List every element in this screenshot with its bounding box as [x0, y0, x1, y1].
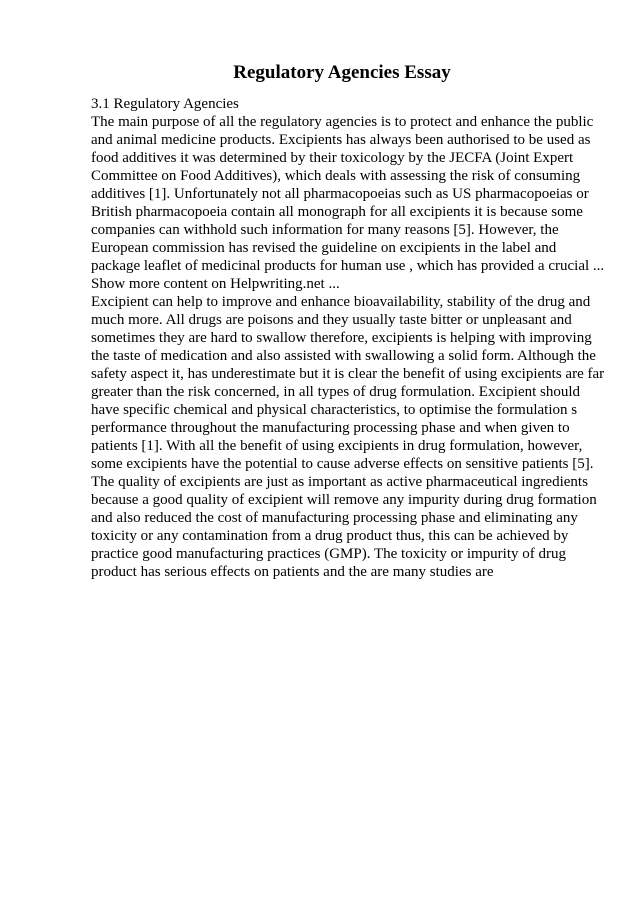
body-line: British pharmacopoeia contain all monograph for all excipients it is because some — [91, 204, 583, 220]
body-line: The main purpose of all the regulatory agencies is to protect and enhance the public — [91, 114, 594, 130]
body-line: practice good manufacturing practices (GMP). The toxicity or impurity of drug — [91, 546, 567, 562]
body-line: and animal medicine products. Excipients has always been authorised to be used as — [91, 132, 591, 148]
body-line: additives [1]. Unfortunately not all pharmacopoeias such as US pharmacopoeias or — [91, 186, 589, 202]
body-line: greater than the risk concerned, in all types of drug formulation. Excipient should — [91, 384, 581, 400]
body-line: product has serious effects on patients and the are many studies are — [91, 564, 494, 580]
body-line: sometimes they are hard to swallow therefore, excipients is helping with improving — [91, 330, 592, 346]
body-line: Excipient can help to improve and enhance bioavailability, stability of the drug and — [91, 294, 591, 310]
body-line: The quality of excipients are just as important as active pharmaceutical ingredients — [91, 474, 588, 490]
document-body — [91, 95, 605, 581]
show-more-link[interactable]: Show more content on Helpwriting.net ... — [91, 276, 340, 292]
body-line: package leaflet of medicinal products for human use , which has provided a crucial ... — [91, 258, 605, 274]
body-line: food additives it was determined by their toxicology by the JECFA (Joint Expert — [91, 150, 574, 166]
body-line: patients [1]. With all the benefit of using excipients in drug formulation, however, — [91, 438, 583, 454]
body-line: some excipients have the potential to cause adverse effects on sensitive patients [5]. — [91, 456, 594, 472]
body-line: and also reduced the cost of manufacturing processing phase and eliminating any — [91, 510, 578, 526]
body-line: because a good quality of excipient will remove any impurity during drug formation — [91, 492, 597, 508]
body-line: safety aspect it, has underestimate but it is clear the benefit of using excipients are far — [91, 366, 605, 382]
body-line: companies can withhold such information for many reasons [5]. However, the — [91, 222, 559, 238]
body-line: toxicity or any contamination from a drug product thus, this can be achieved by — [91, 528, 569, 544]
body-line: much more. All drugs are poisons and they usually taste bitter or unpleasant and — [91, 312, 572, 328]
body-line: European commission has revised the guideline on excipients in the label and — [91, 240, 557, 256]
body-line: Committee on Food Additives), which deals with assessing the risk of consuming — [91, 168, 581, 184]
body-line: the taste of medication and also assisted with swallowing a solid form. Although the — [91, 348, 596, 364]
body-line: 3.1 Regulatory Agencies — [91, 96, 239, 112]
body-line: performance throughout the manufacturing processing phase and when given to — [91, 420, 570, 436]
body-line: have specific chemical and physical characteristics, to optimise the formulation s — [91, 402, 578, 418]
document-title: Regulatory Agencies Essay — [233, 62, 451, 83]
